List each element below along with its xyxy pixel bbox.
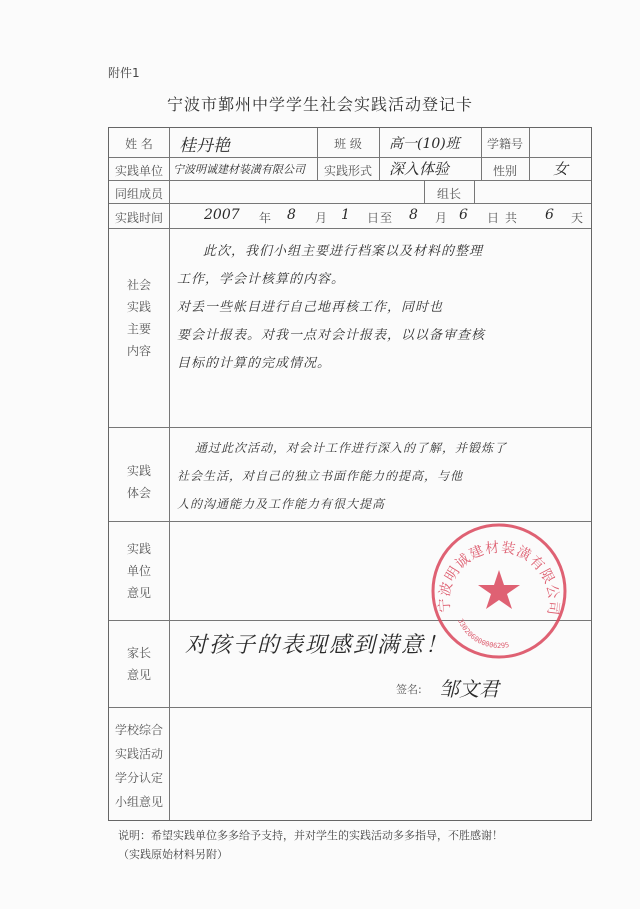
- experience-line: 通过此次活动，对会计工作进行深入的了解，并锻炼了: [195, 441, 508, 455]
- content-line: 对丢一些帐目进行自己地再核工作，同时也: [177, 300, 444, 315]
- name-label: 姓 名: [125, 137, 153, 151]
- unit-opinion-label-2: 单位: [126, 564, 151, 578]
- seal-text: 宁波明诚建材装潢有限公司: [436, 539, 562, 617]
- time-label: 实践时间: [114, 211, 163, 225]
- parent-opinion-label-1: 家长: [126, 646, 151, 660]
- gender-value: 女: [553, 160, 569, 178]
- end-month: 8: [409, 207, 418, 223]
- unit-opinion-label-3: 意见: [126, 586, 151, 600]
- start-month: 8: [287, 207, 296, 223]
- parent-opinion-text: 对孩子的表现感到满意！: [185, 633, 450, 658]
- footer-note-2: （实践原始材料另附）: [118, 848, 228, 861]
- group-leader-label: 组长: [436, 187, 461, 201]
- school-opinion-label-1: 学校综合: [114, 723, 163, 737]
- star-icon: [478, 570, 520, 609]
- content-line: 目标的计算的完成情况。: [177, 356, 332, 371]
- content-line: 工作，学会计核算的内容。: [177, 272, 346, 287]
- gender-label: 性别: [492, 164, 517, 178]
- parent-opinion-label-2: 意见: [126, 668, 151, 682]
- content-label-1: 社会: [126, 278, 151, 292]
- content-label-3: 主要: [126, 322, 151, 336]
- signature-label: 签名:: [396, 683, 422, 696]
- form-label: 实践形式: [323, 164, 372, 178]
- group-members-label: 同组成员: [114, 187, 163, 201]
- footer-note: 说明：希望实践单位多多给予支持，并对学生的实践活动多多指导，不胜感谢！: [118, 829, 503, 842]
- content-label-2: 实践: [126, 300, 151, 314]
- school-opinion-label-4: 小组意见: [114, 795, 163, 809]
- student-id-label: 学籍号: [486, 137, 523, 151]
- experience-line: 社会生活，对自己的独立书面作能力的提高，与他: [177, 469, 464, 483]
- form-value: 深入体验: [389, 160, 450, 178]
- total-label: 共: [505, 211, 518, 225]
- parent-signature: 邹文君: [439, 677, 499, 701]
- class-value: 高一(10)班: [389, 136, 460, 152]
- total-days: 6: [545, 207, 554, 223]
- month-label-1: 月: [315, 211, 328, 225]
- end-day: 6: [459, 207, 468, 223]
- year-label: 年: [259, 211, 272, 225]
- seal-number: 330206000006295: [456, 617, 510, 651]
- to-label: 至: [380, 211, 393, 225]
- school-opinion-label-2: 实践活动: [114, 747, 163, 761]
- page-title: 宁波市鄞州中学学生社会实践活动登记卡: [166, 95, 473, 114]
- company-seal: [428, 520, 570, 662]
- school-opinion-label-3: 学分认定: [114, 771, 163, 785]
- experience-line: 人的沟通能力及工作能力有很大提高: [177, 497, 386, 511]
- content-text: [177, 238, 587, 378]
- start-day: 1: [341, 207, 350, 223]
- experience-text: [177, 434, 587, 518]
- month-label-2: 月: [435, 211, 448, 225]
- experience-label-1: 实践: [126, 464, 151, 478]
- content-label-4: 内容: [126, 344, 151, 358]
- experience-label-2: 体会: [126, 486, 151, 500]
- attachment-label: 附件1: [108, 66, 140, 80]
- class-label: 班 级: [334, 137, 362, 151]
- name-value: 桂丹艳: [179, 136, 230, 156]
- unit-opinion-label-1: 实践: [126, 542, 151, 556]
- start-year: 2007: [204, 207, 240, 223]
- unit-value: 宁波明诚建材装潢有限公司: [173, 163, 305, 176]
- day-to-label-1: 日: [367, 211, 380, 225]
- days-label: 天: [571, 211, 584, 225]
- content-line: 要会计报表。对我一点对会计报表，以以备审查核: [177, 328, 486, 343]
- day-label-2: 日: [487, 211, 500, 225]
- unit-label: 实践单位: [114, 164, 163, 178]
- registration-form: [108, 127, 592, 821]
- content-line: 此次，我们小组主要进行档案以及材料的整理: [203, 244, 484, 259]
